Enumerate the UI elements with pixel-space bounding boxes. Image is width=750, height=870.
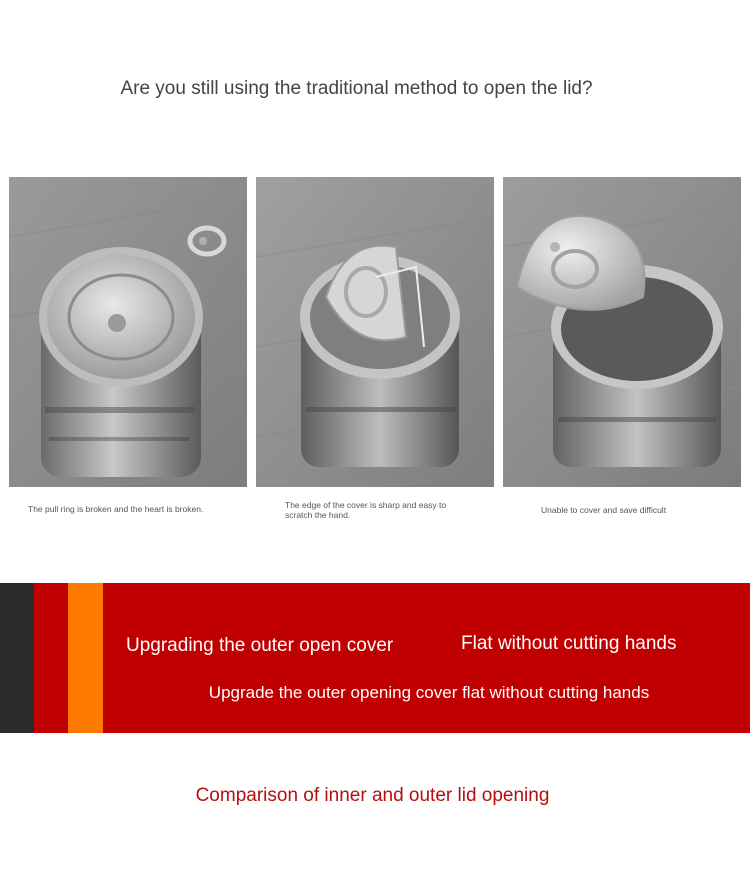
sharp-edge-can-icon [256,177,494,487]
banner-stripe-orange [68,583,103,733]
banner-line-upgrade [0,683,750,703]
caption-open-lid: Unable to cover and save difficult [541,505,667,515]
comparison-title: Comparison of inner and outer lid opening [195,785,550,806]
broken-pull-ring-can-icon [9,177,247,487]
banner-stripe-red [34,583,68,733]
caption-sharp-edge: The edge of the cover is sharp and easy to scratch the hand. [285,500,447,520]
photo-sharp-edge [256,177,494,487]
banner-line-flat: Flat without cutting hands [461,633,677,654]
banner-line-upgrading: Upgrading the outer open cover [126,635,394,656]
page-question: Are you still using the traditional method to open the lid? [120,78,593,99]
photo-open-lid [503,177,741,487]
open-lid-can-icon [503,177,741,487]
banner-stripe-dark [0,583,34,733]
caption-broken-pull-ring: The pull ring is broken and the heart is broken. [28,504,204,514]
banner-line-upgrade-text: Upgrade the outer opening cover flat without cutting hands [208,683,650,702]
photo-broken-pull-ring [9,177,247,487]
upgrade-banner [0,583,750,733]
